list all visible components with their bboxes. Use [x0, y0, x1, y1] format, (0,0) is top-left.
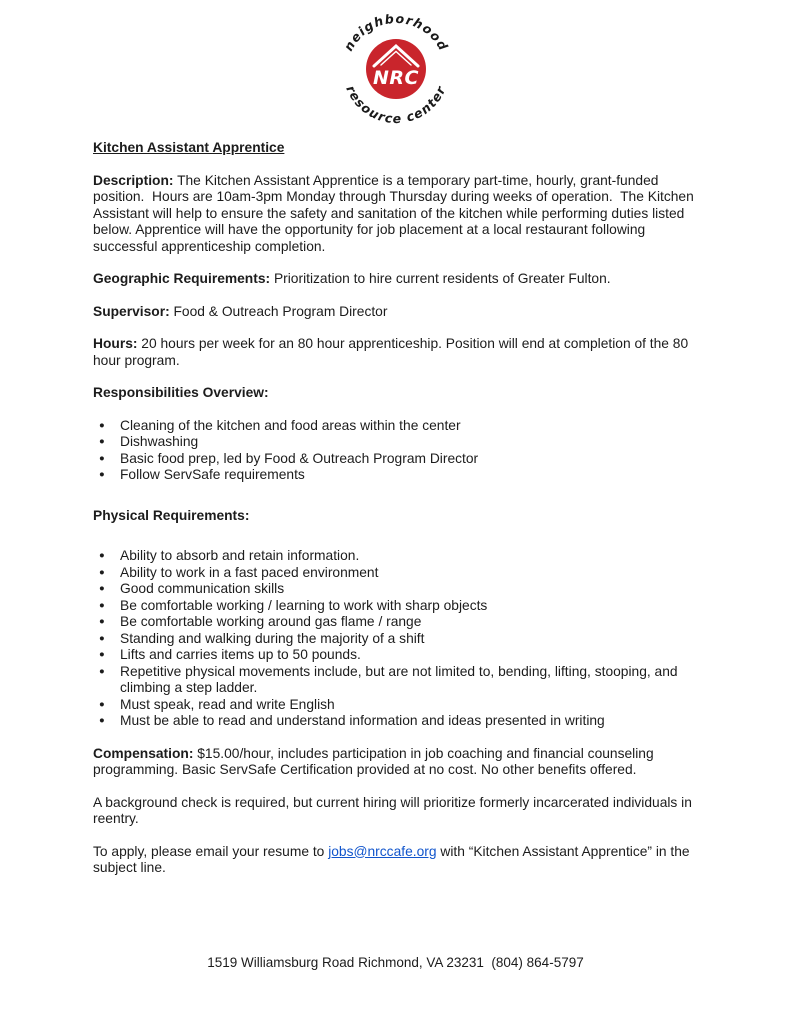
list-item: ● Standing and walking during the majority of a shift — [93, 631, 703, 648]
logo-container — [0, 0, 791, 132]
description-text: The Kitchen Assistant Apprentice is a temporary part-time, hourly, grant-funded position. Hours are 10am-3pm Monday through Thursday during weeks of operation. The Kitchen Assistant will help to ensure the safety and sanitation of the kitchen while performing duties listed below. Apprentice will have the opportunity for job placement at a local restaurant following successful apprenticeship completion. — [93, 172, 697, 254]
supervisor-text: Food & Outreach Program Director — [169, 303, 388, 319]
compensation-text: $15.00/hour, includes participation in job coaching and financial counseling programming. Basic ServSafe Certification provided at no cost. No other benefits offered. — [93, 745, 658, 777]
logo-arc-top-text: neighborhood — [340, 12, 451, 54]
physical-requirements-list — [93, 548, 703, 730]
hours-paragraph — [93, 336, 703, 369]
list-item: ● Basic food prep, led by Food & Outreach Program Director — [93, 451, 703, 468]
hours-text: 20 hours per week for an 80 hour apprenticeship. Position will end at completion of the 80 hour program. — [93, 336, 692, 368]
geographic-requirements-label: Geographic Requirements: — [93, 271, 271, 286]
geographic-requirements-paragraph — [93, 271, 703, 288]
responsibilities-heading: Responsibilities Overview: — [93, 385, 269, 400]
list-item: ● Ability to work in a fast paced environment — [93, 565, 703, 582]
job-title: Kitchen Assistant Apprentice — [93, 140, 285, 155]
supervisor-label: Supervisor: — [93, 303, 170, 319]
hours-label: Hours: — [93, 336, 138, 351]
email-link[interactable]: jobs@nrccafe.org — [328, 843, 437, 859]
responsibilities-list — [93, 418, 703, 484]
list-item: ● Follow ServSafe requirements — [93, 467, 703, 484]
apply-text-pre: To apply, please email your resume to — [93, 843, 329, 859]
list-item: ● Dishwashing — [93, 434, 703, 451]
logo-monogram: NRC — [372, 67, 419, 89]
list-item: ● Repetitive physical movements include, but are not limited to, bending, lifting, stooping, and climbing a step ladder. — [93, 664, 703, 697]
list-item: ● Cleaning of the kitchen and food areas within the center — [93, 418, 703, 435]
background-check-paragraph: A background check is required, but current hiring will prioritize formerly incarcerated individuals in reentry. — [93, 794, 696, 826]
footer-address: 1519 Williamsburg Road Richmond, VA 23231 (804) 864-5797 — [207, 955, 584, 970]
apply-paragraph — [93, 844, 703, 877]
list-item: ● Be comfortable working / learning to work with sharp objects — [93, 598, 703, 615]
compensation-paragraph — [93, 746, 703, 779]
physical-requirements-heading: Physical Requirements: — [93, 507, 250, 523]
nrc-logo — [311, 12, 481, 132]
list-item: ● Be comfortable working around gas flame / range — [93, 614, 703, 631]
compensation-label: Compensation: — [93, 745, 194, 761]
document-body — [0, 132, 791, 877]
supervisor-paragraph — [93, 304, 703, 321]
list-item: ● Must speak, read and write English — [93, 697, 703, 714]
list-item: ● Good communication skills — [93, 581, 703, 598]
description-paragraph — [93, 173, 703, 256]
list-item: ● Lifts and carries items up to 50 pounds. — [93, 647, 703, 664]
description-label: Description: — [93, 172, 174, 188]
list-item: ● Must be able to read and understand information and ideas presented in writing — [93, 713, 703, 730]
apply-text-post: with “Kitchen Assistant Apprentice” in the subject line. — [93, 843, 694, 875]
logo-arc-bottom-text: resource center — [342, 83, 449, 127]
list-item: ● Ability to absorb and retain information. — [93, 548, 703, 565]
geographic-requirements-text: Prioritization to hire current residents of Greater Fulton. — [270, 271, 611, 286]
